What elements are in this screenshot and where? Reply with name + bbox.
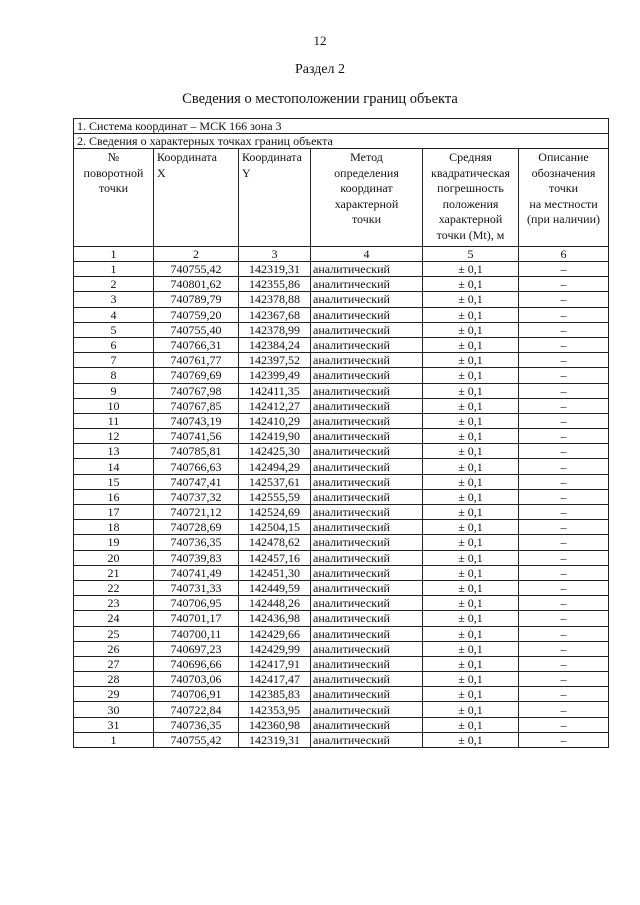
coordinate-x-cell: 740755,42 <box>154 262 239 277</box>
mean-error-cell: ± 0,1 <box>423 626 519 641</box>
header-coordinate-x: Координата X <box>154 149 239 247</box>
mean-error-cell: ± 0,1 <box>423 596 519 611</box>
point-number-cell: 23 <box>74 596 154 611</box>
table-row <box>74 429 609 444</box>
description-cell: – <box>519 565 609 580</box>
mean-error-cell: ± 0,1 <box>423 580 519 595</box>
coordinate-x-cell: 740703,06 <box>154 672 239 687</box>
coordinate-x-cell: 740789,79 <box>154 292 239 307</box>
description-cell: – <box>519 687 609 702</box>
description-cell: – <box>519 717 609 732</box>
point-number-cell: 3 <box>74 292 154 307</box>
coordinate-y-cell: 142451,30 <box>239 565 311 580</box>
mean-error-cell: ± 0,1 <box>423 444 519 459</box>
coordinate-y-cell: 142355,86 <box>239 277 311 292</box>
description-cell: – <box>519 262 609 277</box>
mean-error-cell: ± 0,1 <box>423 505 519 520</box>
coordinate-x-cell: 740736,35 <box>154 717 239 732</box>
header-description: Описание обозначения точки на местности (при наличии) <box>519 149 609 247</box>
method-cell: аналитический <box>311 474 423 489</box>
method-cell: аналитический <box>311 337 423 352</box>
method-cell: аналитический <box>311 429 423 444</box>
coordinate-y-cell: 142537,61 <box>239 474 311 489</box>
mean-error-cell: ± 0,1 <box>423 459 519 474</box>
description-cell: – <box>519 656 609 671</box>
column-number-cell: 4 <box>311 247 423 262</box>
coordinate-y-cell: 142360,98 <box>239 717 311 732</box>
point-number-cell: 27 <box>74 656 154 671</box>
mean-error-cell: ± 0,1 <box>423 398 519 413</box>
page-number: 12 <box>313 33 327 48</box>
point-number-cell: 6 <box>74 337 154 352</box>
coordinate-x-cell: 740700,11 <box>154 626 239 641</box>
table-row <box>74 413 609 428</box>
mean-error-cell: ± 0,1 <box>423 687 519 702</box>
coordinate-x-cell: 740755,42 <box>154 732 239 747</box>
mean-error-cell: ± 0,1 <box>423 322 519 337</box>
point-number-cell: 30 <box>74 702 154 717</box>
coordinate-y-cell: 142378,88 <box>239 292 311 307</box>
table-header-row <box>74 149 609 247</box>
coordinate-y-cell: 142367,68 <box>239 307 311 322</box>
table-row <box>74 580 609 595</box>
method-cell: аналитический <box>311 292 423 307</box>
coordinate-x-cell: 740766,31 <box>154 337 239 352</box>
coordinate-x-cell: 740755,40 <box>154 322 239 337</box>
method-cell: аналитический <box>311 611 423 626</box>
coordinate-x-cell: 740697,23 <box>154 641 239 656</box>
header-mean-error: Средняя квадратическая погрешность положения характерной точки (Mt), м <box>423 149 519 247</box>
point-number-cell: 25 <box>74 626 154 641</box>
column-number-cell: 3 <box>239 247 311 262</box>
method-cell: аналитический <box>311 505 423 520</box>
point-number-cell: 16 <box>74 489 154 504</box>
method-cell: аналитический <box>311 641 423 656</box>
table-row <box>74 565 609 580</box>
column-number-cell: 2 <box>154 247 239 262</box>
coordinate-y-cell: 142457,16 <box>239 550 311 565</box>
description-cell: – <box>519 459 609 474</box>
description-cell: – <box>519 368 609 383</box>
coordinate-x-cell: 740767,85 <box>154 398 239 413</box>
coordinate-x-cell: 740767,98 <box>154 383 239 398</box>
table-row <box>74 641 609 656</box>
table-row <box>74 505 609 520</box>
coordinate-y-cell: 142429,66 <box>239 626 311 641</box>
coordinate-y-cell: 142478,62 <box>239 535 311 550</box>
method-cell: аналитический <box>311 398 423 413</box>
coordinate-y-cell: 142384,24 <box>239 337 311 352</box>
table-row <box>74 611 609 626</box>
method-cell: аналитический <box>311 322 423 337</box>
coordinate-y-cell: 142524,69 <box>239 505 311 520</box>
coordinate-y-cell: 142417,47 <box>239 672 311 687</box>
coordinate-y-cell: 142410,29 <box>239 413 311 428</box>
table-row <box>74 672 609 687</box>
coordinate-y-cell: 142448,26 <box>239 596 311 611</box>
method-cell: аналитический <box>311 262 423 277</box>
mean-error-cell: ± 0,1 <box>423 641 519 656</box>
point-number-cell: 4 <box>74 307 154 322</box>
point-number-cell: 19 <box>74 535 154 550</box>
method-cell: аналитический <box>311 368 423 383</box>
mean-error-cell: ± 0,1 <box>423 368 519 383</box>
table-row <box>74 444 609 459</box>
mean-error-cell: ± 0,1 <box>423 732 519 747</box>
description-cell: – <box>519 489 609 504</box>
coordinate-y-cell: 142397,52 <box>239 353 311 368</box>
mean-error-cell: ± 0,1 <box>423 307 519 322</box>
mean-error-cell: ± 0,1 <box>423 717 519 732</box>
table-row <box>74 489 609 504</box>
point-number-cell: 1 <box>74 262 154 277</box>
coordinate-y-cell: 142419,90 <box>239 429 311 444</box>
table-row <box>74 702 609 717</box>
method-cell: аналитический <box>311 656 423 671</box>
table-row <box>74 626 609 641</box>
coordinate-x-cell: 740696,66 <box>154 656 239 671</box>
description-cell: – <box>519 672 609 687</box>
coordinate-x-cell: 740706,91 <box>154 687 239 702</box>
point-number-cell: 10 <box>74 398 154 413</box>
method-cell: аналитический <box>311 550 423 565</box>
mean-error-cell: ± 0,1 <box>423 520 519 535</box>
description-cell: – <box>519 413 609 428</box>
point-number-cell: 28 <box>74 672 154 687</box>
description-cell: – <box>519 520 609 535</box>
point-number-cell: 5 <box>74 322 154 337</box>
table-row <box>74 262 609 277</box>
boundary-points-table <box>73 118 609 748</box>
coordinate-x-cell: 740759,20 <box>154 307 239 322</box>
point-number-cell: 29 <box>74 687 154 702</box>
coordinate-y-cell: 142429,99 <box>239 641 311 656</box>
description-cell: – <box>519 580 609 595</box>
section-title: Раздел 2 <box>294 62 346 77</box>
table-row <box>74 337 609 352</box>
mean-error-cell: ± 0,1 <box>423 656 519 671</box>
description-cell: – <box>519 641 609 656</box>
description-cell: – <box>519 611 609 626</box>
method-cell: аналитический <box>311 413 423 428</box>
description-cell: – <box>519 444 609 459</box>
coordinate-x-cell: 740722,84 <box>154 702 239 717</box>
method-cell: аналитический <box>311 277 423 292</box>
description-cell: – <box>519 732 609 747</box>
coordinate-y-cell: 142411,35 <box>239 383 311 398</box>
table-row <box>74 277 609 292</box>
method-cell: аналитический <box>311 444 423 459</box>
coordinate-x-cell: 740761,77 <box>154 353 239 368</box>
point-number-cell: 15 <box>74 474 154 489</box>
method-cell: аналитический <box>311 353 423 368</box>
coordinate-y-cell: 142436,98 <box>239 611 311 626</box>
description-cell: – <box>519 277 609 292</box>
point-number-cell: 13 <box>74 444 154 459</box>
table-row <box>74 535 609 550</box>
coordinate-y-cell: 142449,59 <box>239 580 311 595</box>
method-cell: аналитический <box>311 596 423 611</box>
coordinate-x-cell: 740739,83 <box>154 550 239 565</box>
mean-error-cell: ± 0,1 <box>423 565 519 580</box>
mean-error-cell: ± 0,1 <box>423 535 519 550</box>
description-cell: – <box>519 550 609 565</box>
description-cell: – <box>519 322 609 337</box>
mean-error-cell: ± 0,1 <box>423 429 519 444</box>
point-number-cell: 31 <box>74 717 154 732</box>
column-number-cell: 6 <box>519 247 609 262</box>
description-cell: – <box>519 535 609 550</box>
mean-error-cell: ± 0,1 <box>423 672 519 687</box>
boundary-info-row: 2. Сведения о характерных точках границ объекта <box>74 134 609 149</box>
point-number-cell: 8 <box>74 368 154 383</box>
mean-error-cell: ± 0,1 <box>423 702 519 717</box>
coordinate-y-cell: 142399,49 <box>239 368 311 383</box>
table-row <box>74 717 609 732</box>
header-coordinate-y: Координата Y <box>239 149 311 247</box>
mean-error-cell: ± 0,1 <box>423 474 519 489</box>
description-cell: – <box>519 353 609 368</box>
description-cell: – <box>519 307 609 322</box>
point-number-cell: 14 <box>74 459 154 474</box>
point-number-cell: 2 <box>74 277 154 292</box>
table-row <box>74 353 609 368</box>
header-point-number: № поворотной точки <box>74 149 154 247</box>
document-heading: Сведения о местоположении границ объекта <box>182 91 458 107</box>
point-number-cell: 17 <box>74 505 154 520</box>
point-number-cell: 11 <box>74 413 154 428</box>
header-method: Метод определения координат характерной точки <box>311 149 423 247</box>
point-number-cell: 7 <box>74 353 154 368</box>
table-row <box>74 459 609 474</box>
description-cell: – <box>519 505 609 520</box>
method-cell: аналитический <box>311 580 423 595</box>
table-row <box>74 732 609 747</box>
column-number-cell: 1 <box>74 247 154 262</box>
coordinate-y-cell: 142425,30 <box>239 444 311 459</box>
point-number-cell: 26 <box>74 641 154 656</box>
mean-error-cell: ± 0,1 <box>423 262 519 277</box>
mean-error-cell: ± 0,1 <box>423 550 519 565</box>
table-row <box>74 687 609 702</box>
coordinate-y-cell: 142319,31 <box>239 732 311 747</box>
table-row <box>74 307 609 322</box>
method-cell: аналитический <box>311 383 423 398</box>
description-cell: – <box>519 596 609 611</box>
mean-error-cell: ± 0,1 <box>423 353 519 368</box>
method-cell: аналитический <box>311 732 423 747</box>
coordinate-y-cell: 142504,15 <box>239 520 311 535</box>
coordinate-system-row: 1. Система координат – МСК 166 зона 3 <box>74 119 609 134</box>
method-cell: аналитический <box>311 307 423 322</box>
point-number-cell: 12 <box>74 429 154 444</box>
method-cell: аналитический <box>311 672 423 687</box>
mean-error-cell: ± 0,1 <box>423 277 519 292</box>
point-number-cell: 22 <box>74 580 154 595</box>
column-number-cell: 5 <box>423 247 519 262</box>
coordinate-x-cell: 740736,35 <box>154 535 239 550</box>
coordinate-x-cell: 740728,69 <box>154 520 239 535</box>
mean-error-cell: ± 0,1 <box>423 489 519 504</box>
method-cell: аналитический <box>311 626 423 641</box>
coordinate-x-cell: 740737,32 <box>154 489 239 504</box>
point-number-cell: 24 <box>74 611 154 626</box>
coordinate-x-cell: 740701,17 <box>154 611 239 626</box>
method-cell: аналитический <box>311 535 423 550</box>
table-row <box>74 596 609 611</box>
point-number-cell: 1 <box>74 732 154 747</box>
description-cell: – <box>519 474 609 489</box>
coordinate-y-cell: 142494,29 <box>239 459 311 474</box>
coordinate-x-cell: 740706,95 <box>154 596 239 611</box>
coordinate-x-cell: 740721,12 <box>154 505 239 520</box>
table-row <box>74 520 609 535</box>
description-cell: – <box>519 398 609 413</box>
method-cell: аналитический <box>311 717 423 732</box>
coordinate-x-cell: 740741,49 <box>154 565 239 580</box>
coordinate-x-cell: 740741,56 <box>154 429 239 444</box>
description-cell: – <box>519 429 609 444</box>
table-row <box>74 368 609 383</box>
method-cell: аналитический <box>311 459 423 474</box>
table-row <box>74 656 609 671</box>
method-cell: аналитический <box>311 687 423 702</box>
description-cell: – <box>519 383 609 398</box>
coordinate-y-cell: 142555,59 <box>239 489 311 504</box>
method-cell: аналитический <box>311 520 423 535</box>
table-row <box>74 292 609 307</box>
mean-error-cell: ± 0,1 <box>423 292 519 307</box>
column-number-row <box>74 247 609 262</box>
table-row <box>74 550 609 565</box>
coordinate-x-cell: 740743,19 <box>154 413 239 428</box>
coordinate-x-cell: 740747,41 <box>154 474 239 489</box>
coordinate-y-cell: 142412,27 <box>239 398 311 413</box>
point-number-cell: 20 <box>74 550 154 565</box>
description-cell: – <box>519 702 609 717</box>
coordinate-y-cell: 142378,99 <box>239 322 311 337</box>
mean-error-cell: ± 0,1 <box>423 383 519 398</box>
mean-error-cell: ± 0,1 <box>423 337 519 352</box>
mean-error-cell: ± 0,1 <box>423 611 519 626</box>
coordinate-y-cell: 142353,95 <box>239 702 311 717</box>
description-cell: – <box>519 626 609 641</box>
point-number-cell: 21 <box>74 565 154 580</box>
coordinate-y-cell: 142319,31 <box>239 262 311 277</box>
mean-error-cell: ± 0,1 <box>423 413 519 428</box>
coordinate-x-cell: 740731,33 <box>154 580 239 595</box>
method-cell: аналитический <box>311 702 423 717</box>
coordinate-y-cell: 142417,91 <box>239 656 311 671</box>
method-cell: аналитический <box>311 565 423 580</box>
method-cell: аналитический <box>311 489 423 504</box>
coordinate-y-cell: 142385,83 <box>239 687 311 702</box>
description-cell: – <box>519 337 609 352</box>
table-row <box>74 322 609 337</box>
description-cell: – <box>519 292 609 307</box>
table-row <box>74 383 609 398</box>
coordinate-x-cell: 740801,62 <box>154 277 239 292</box>
point-number-cell: 18 <box>74 520 154 535</box>
coordinate-x-cell: 740766,63 <box>154 459 239 474</box>
coordinate-x-cell: 740785,81 <box>154 444 239 459</box>
point-number-cell: 9 <box>74 383 154 398</box>
coordinate-x-cell: 740769,69 <box>154 368 239 383</box>
table-row <box>74 474 609 489</box>
table-row <box>74 398 609 413</box>
